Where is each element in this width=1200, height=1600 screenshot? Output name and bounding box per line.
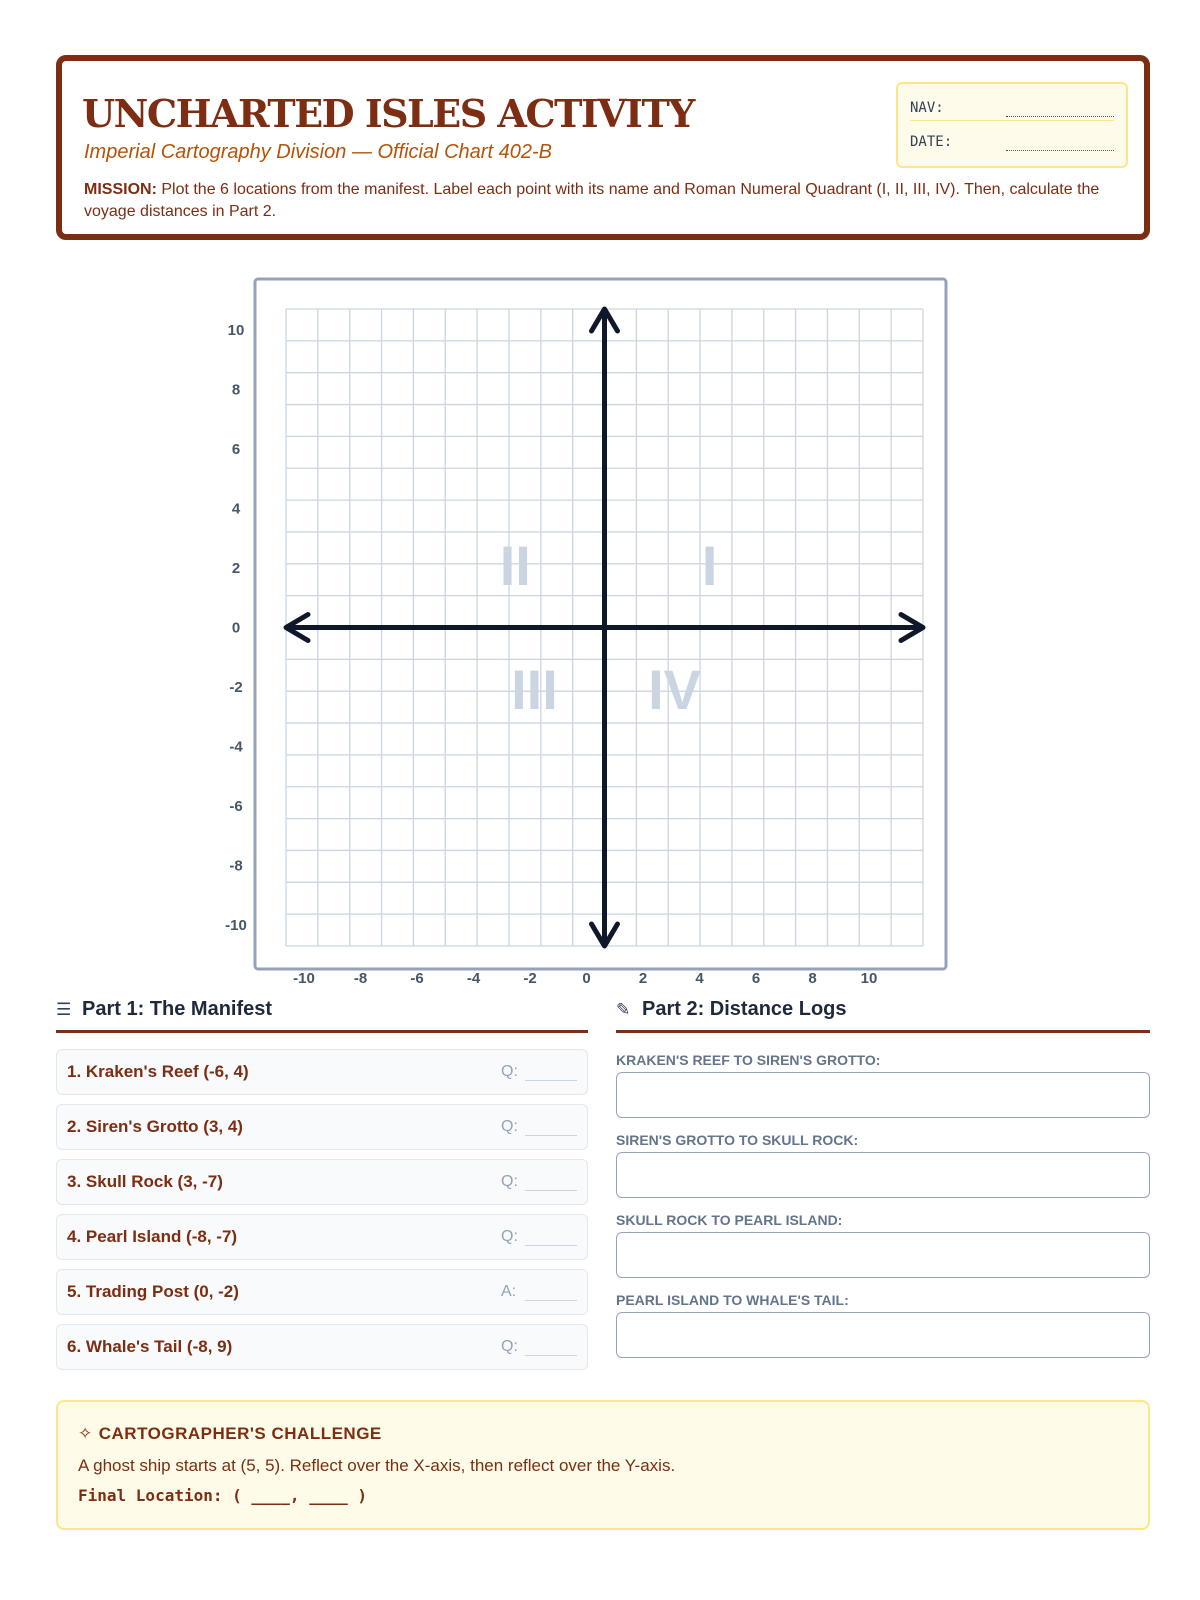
challenge-title-text: CARTOGRAPHER'S CHALLENGE [98,1424,382,1443]
y-tick-label: -10 [225,917,247,934]
y-tick-label: 8 [231,381,241,399]
manifest-item-label: 1. Kraken's Reef (-6, 4) [67,1062,249,1081]
quadrant-label: Q: [501,1063,518,1080]
y-tick-label: -4 [229,738,243,756]
manifest-item-label: 2. Siren's Grotto (3, 4) [67,1117,243,1136]
quadrant-label-3: III [511,658,558,722]
distance-label: KRAKEN'S REEF TO SIREN'S GROTTO: [616,1052,881,1068]
manifest-item [56,1159,588,1205]
quadrant-answer-field[interactable] [525,1355,577,1356]
y-tick-label: -2 [229,679,243,696]
quadrant-answer-field[interactable] [525,1300,577,1301]
manifest-item-label: 4. Pearl Island (-8, -7) [67,1227,238,1246]
x-tick-label: -2 [523,970,537,987]
y-tick-label: 10 [227,322,245,339]
manifest-item [56,1269,588,1315]
quadrant-answer-field[interactable] [525,1080,577,1081]
chart-frame [255,279,946,969]
manifest-item [56,1324,588,1370]
quadrant-answer-field[interactable] [525,1245,577,1246]
quadrant-label-4: IV [648,658,702,722]
quadrant-label: Q: [501,1338,518,1355]
quadrant-label: Q: [501,1118,518,1135]
x-tick-label: 2 [638,970,648,987]
y-tick-label: -6 [229,798,243,815]
x-tick-label: 10 [860,970,878,987]
x-tick-label: 8 [808,970,817,987]
sparkles-icon: ✧ [78,1424,93,1443]
x-tick-label: -6 [410,970,424,987]
distance-label: SIREN'S GROTTO TO SKULL ROCK: [616,1132,859,1148]
x-tick-label: -10 [293,970,315,987]
nav-label: NAV: [910,100,944,116]
x-tick-label: -4 [466,970,481,987]
challenge-text: A ghost ship starts at (5, 5). Reflect over the X-axis, then reflect over the Y-axis. [78,1456,676,1475]
manifest-item-label: 5. Trading Post (0, -2) [67,1282,239,1301]
challenge-title [78,1424,382,1444]
list-icon: ☰ [56,1000,72,1019]
date-label: DATE: [910,134,953,150]
ruler-icon: ✎ [616,1000,631,1019]
mission-label: MISSION: [84,181,157,198]
quadrant-label-2: II [499,533,531,597]
page-subtitle: Imperial Cartography Division — Official Chart 402-B [84,141,552,163]
y-tick-label: -8 [229,857,243,875]
manifest-item-label: 6. Whale's Tail (-8, 9) [67,1337,233,1356]
page-title: UNCHARTED ISLES ACTIVITY [82,91,694,136]
quadrant-label: Q: [501,1173,518,1190]
quadrant-answer-field[interactable] [525,1190,577,1191]
quadrant-label: Q: [501,1228,518,1245]
distance-label: PEARL ISLAND TO WHALE'S TAIL: [616,1292,849,1308]
quadrant-label-1: I [701,533,718,597]
distance-answer-box[interactable] [616,1312,1150,1358]
mission-body: Plot the 6 locations from the manifest. Label each point with its name and Roman Numeral Quadrant (I, II, III, IV). Then, calculate the voyage distances in Part 2. [84,181,1100,220]
distance-label: SKULL ROCK TO PEARL ISLAND: [616,1212,843,1228]
y-tick-label: 6 [231,441,241,458]
distance-answer-box[interactable] [616,1072,1150,1118]
y-tick-label: 2 [231,560,241,577]
y-tick-label: 4 [231,500,241,518]
x-tick-label: 0 [582,970,591,987]
x-tick-label: 4 [695,970,704,987]
manifest-item-label: 3. Skull Rock (3, -7) [67,1172,223,1191]
y-tick-label: 0 [231,619,241,637]
challenge-card [56,1400,1150,1530]
distance-heading [616,996,1150,1033]
manifest-item [56,1104,588,1150]
quadrant-label: A: [501,1283,517,1300]
x-tick-label: 6 [751,970,761,987]
manifest-item [56,1214,588,1260]
manifest-heading-text: Part 1: The Manifest [82,998,273,1020]
distance-answer-box[interactable] [616,1152,1150,1198]
distance-heading-text: Part 2: Distance Logs [642,998,847,1020]
quadrant-answer-field[interactable] [525,1135,577,1136]
distance-answer-box[interactable] [616,1232,1150,1278]
manifest-heading [56,996,588,1033]
x-tick-label: -8 [353,970,368,987]
challenge-final-location[interactable]: Final Location: ( ____, ____ ) [78,1486,367,1505]
manifest-item [56,1049,588,1095]
